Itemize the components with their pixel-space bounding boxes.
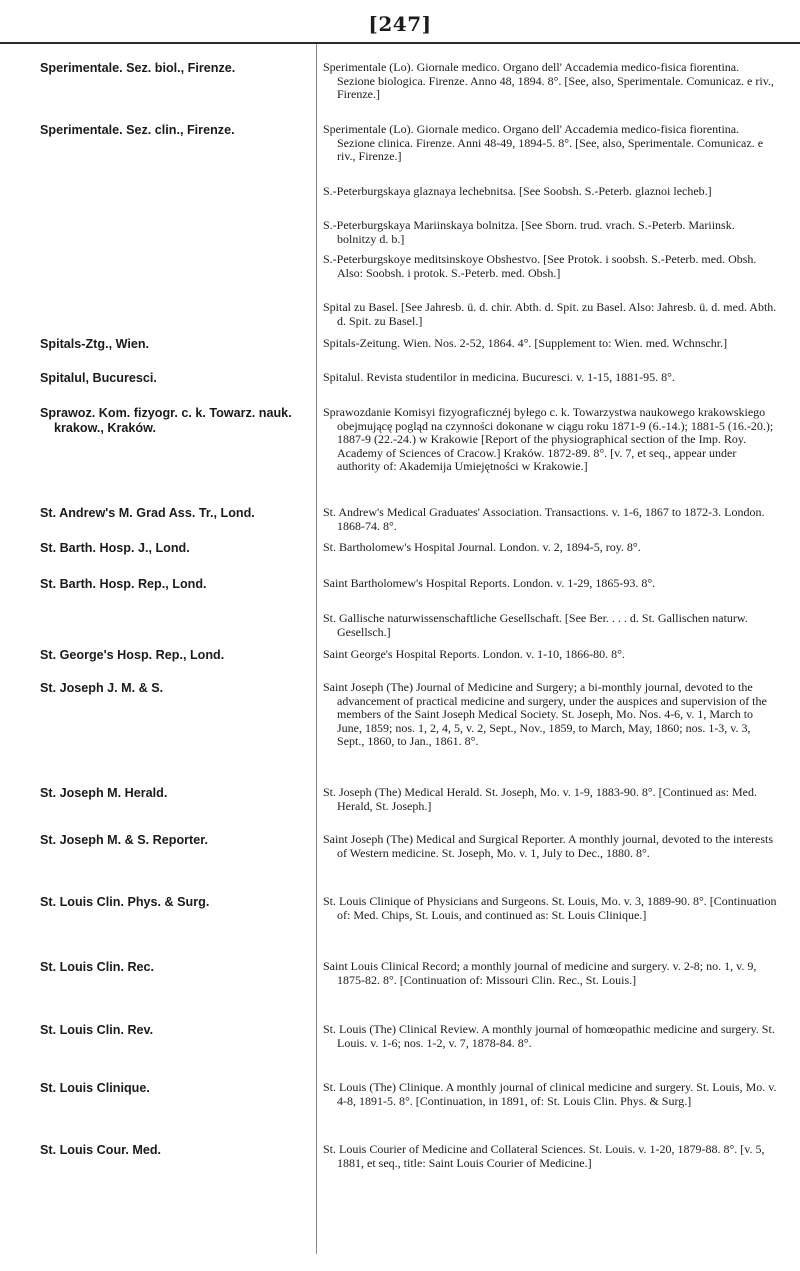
entry-full-title: S.-Peterburgskoye meditsinskoye Obshestvo. [See Protok. i soobsh. S.-Peterb. med. Obsh. Also: Soobsh. i protok. S.-Peterb. med. Obsh.]	[323, 252, 757, 280]
entry-full-title: St. Louis (The) Clinique. A monthly journal of clinical medicine and surgery. St. Louis, Mo. v. 4-8, 1891-5. 8°. [Continuation, in 1891, of: St. Louis Clin. Phys. & Surg.]	[323, 1080, 777, 1108]
entry-abbreviation: St. Louis Cour. Med.	[40, 1143, 162, 1157]
entry-abbreviation: Sperimentale. Sez. biol., Firenze.	[40, 61, 236, 75]
entry-full-title: Sprawozdanie Komisyi fizyograficznéj byłego c. k. Towarzystwa naukowego krakowskiego obejmującę pogląd na czynności dokonane w ciągu roku 1871-9 (6.-14.); 1881-5 (16.-20.); 1887-9 (22.-24.) w Krakowie [Report of the physiographical section of the Imp. Roy. Academy of Sciences of Cracow.] Kraków. 1872-89. 8°. [v. 7, et seq., appear under authority of: Akademija Umiejętności w Krakowie.]	[323, 405, 774, 474]
entry-full-title: Saint Joseph (The) Medical and Surgical Reporter. A monthly journal, devoted to the interests of Western medicine. St. Joseph, Mo. v. 1, July to Dec., 1880. 8°.	[323, 832, 774, 860]
entry-full-title: Sperimentale (Lo). Giornale medico. Organo dell' Accademia medico-fisica fiorentina. Sezione clinica. Firenze. Anni 48-49, 1894-5. 8°. [See, also, Sperimentale. Comunicaz. e riv., Firenze.]	[323, 122, 764, 164]
entry-full-title: St. Andrew's Medical Graduates' Association. Transactions. v. 1-6, 1867 to 1872-3. London. 1868-74. 8°.	[323, 505, 765, 533]
entry-full-title: St. Louis Courier of Medicine and Collateral Sciences. St. Louis. v. 1-20, 1879-88. 8°. [v. 5, 1881, et seq., title: Saint Louis Courier of Medicine.]	[323, 1142, 765, 1170]
entry-full-title: S.-Peterburgskaya Mariinskaya bolnitza. [See Sborn. trud. vrach. S.-Peterb. Mariinsk. bolnitzy d. b.]	[323, 218, 735, 246]
entry-full-title: St. Gallische naturwissenschaftliche Gesellschaft. [See Ber. . . . d. St. Gallischen naturw. Gesellsch.]	[323, 611, 748, 639]
entry-full-title: Spitals-Zeitung. Wien. Nos. 2-52, 1864. 4°. [Supplement to: Wien. med. Wchnschr.]	[323, 336, 728, 350]
entry-full-title: Saint Louis Clinical Record; a monthly journal of medicine and surgery. v. 2-8; no. 1, v. 9, 1875-82. 8°. [Continuation of: Missouri Clin. Rec., St. Louis.]	[323, 959, 757, 987]
entry-abbreviation: Spitals-Ztg., Wien.	[40, 337, 150, 351]
entry-full-title: Spital zu Basel. [See Jahresb. ü. d. chir. Abth. d. Spit. zu Basel. Also: Jahresb. ü. d. med. Abth. d. Spit. zu Basel.]	[323, 300, 777, 328]
entry-abbreviation: St. George's Hosp. Rep., Lond.	[40, 648, 225, 662]
entry-abbreviation: St. Andrew's M. Grad Ass. Tr., Lond.	[40, 506, 255, 520]
entry-full-title: Saint Bartholomew's Hospital Reports. London. v. 1-29, 1865-93. 8°.	[323, 576, 656, 590]
entry-abbreviation: Spitalul, Bucuresci.	[40, 371, 157, 385]
header-rule	[0, 42, 800, 44]
entry-abbreviation: St. Joseph M. Herald.	[40, 786, 168, 800]
entry-full-title: St. Louis Clinique of Physicians and Surgeons. St. Louis, Mo. v. 3, 1889-90. 8°. [Continuation of: Med. Chips, St. Louis, and continued as: St. Louis Clinique.]	[323, 894, 777, 922]
entry-abbreviation: Sperimentale. Sez. clin., Firenze.	[40, 123, 235, 137]
entry-full-title: Saint George's Hospital Reports. London. v. 1-10, 1866-80. 8°.	[323, 647, 625, 661]
entry-abbreviation: St. Barth. Hosp. Rep., Lond.	[40, 577, 207, 591]
entry-abbreviation: St. Joseph J. M. & S.	[40, 681, 164, 695]
entry-abbreviation: St. Barth. Hosp. J., Lond.	[40, 541, 190, 555]
entry-abbreviation: St. Joseph M. & S. Reporter.	[40, 833, 208, 847]
page-number: [247]	[368, 12, 432, 36]
entry-full-title: St. Bartholomew's Hospital Journal. London. v. 2, 1894-5, roy. 8°.	[323, 540, 641, 554]
entry-full-title: St. Joseph (The) Medical Herald. St. Joseph, Mo. v. 1-9, 1883-90. 8°. [Continued as: Med. Herald, St. Joseph.]	[323, 785, 757, 813]
entry-full-title: S.-Peterburgskaya glaznaya lechebnitsa. [See Soobsh. S.-Peterb. glaznoi lecheb.]	[323, 184, 712, 198]
entry-abbreviation: St. Louis Clin. Rev.	[40, 1023, 154, 1037]
entry-full-title: St. Louis (The) Clinical Review. A monthly journal of homœopathic medicine and surgery. St. Louis. v. 1-6; nos. 1-2, v. 7, 1878-84. 8°.	[323, 1022, 775, 1050]
entry-full-title: Saint Joseph (The) Journal of Medicine and Surgery; a bi-monthly journal, devoted to the advancement of practical medicine and surgery, under the auspices and supervision of the members of the Saint Joseph Medical Society. St. Joseph, Mo. Nos. 4-6, v. 1, March to June, 1859; nos. 1, 2, 4, 5, v. 2, Sept., Nov., 1859, to March, May, 1860; nos. 1-3, v. 3, Sept., 1860, to Jan., 1861. 8°.	[323, 680, 767, 749]
entry-full-title: Sperimentale (Lo). Giornale medico. Organo dell' Accademia medico-fisica fiorentina. Sezione biologica. Firenze. Anno 48, 1894. 8°. [See, also, Sperimentale. Comunicaz. e riv., Firenze.]	[323, 60, 774, 102]
entry-full-title: Spitalul. Revista studentilor in medicina. Bucuresci. v. 1-15, 1881-95. 8°.	[323, 370, 675, 384]
entry-abbreviation: Sprawoz. Kom. fizyogr. c. k. Towarz. nauk. krakow., Kraków.	[40, 406, 292, 435]
entry-abbreviation: St. Louis Clin. Rec.	[40, 960, 155, 974]
entry-abbreviation: St. Louis Clinique.	[40, 1081, 150, 1095]
entry-abbreviation: St. Louis Clin. Phys. & Surg.	[40, 895, 210, 909]
